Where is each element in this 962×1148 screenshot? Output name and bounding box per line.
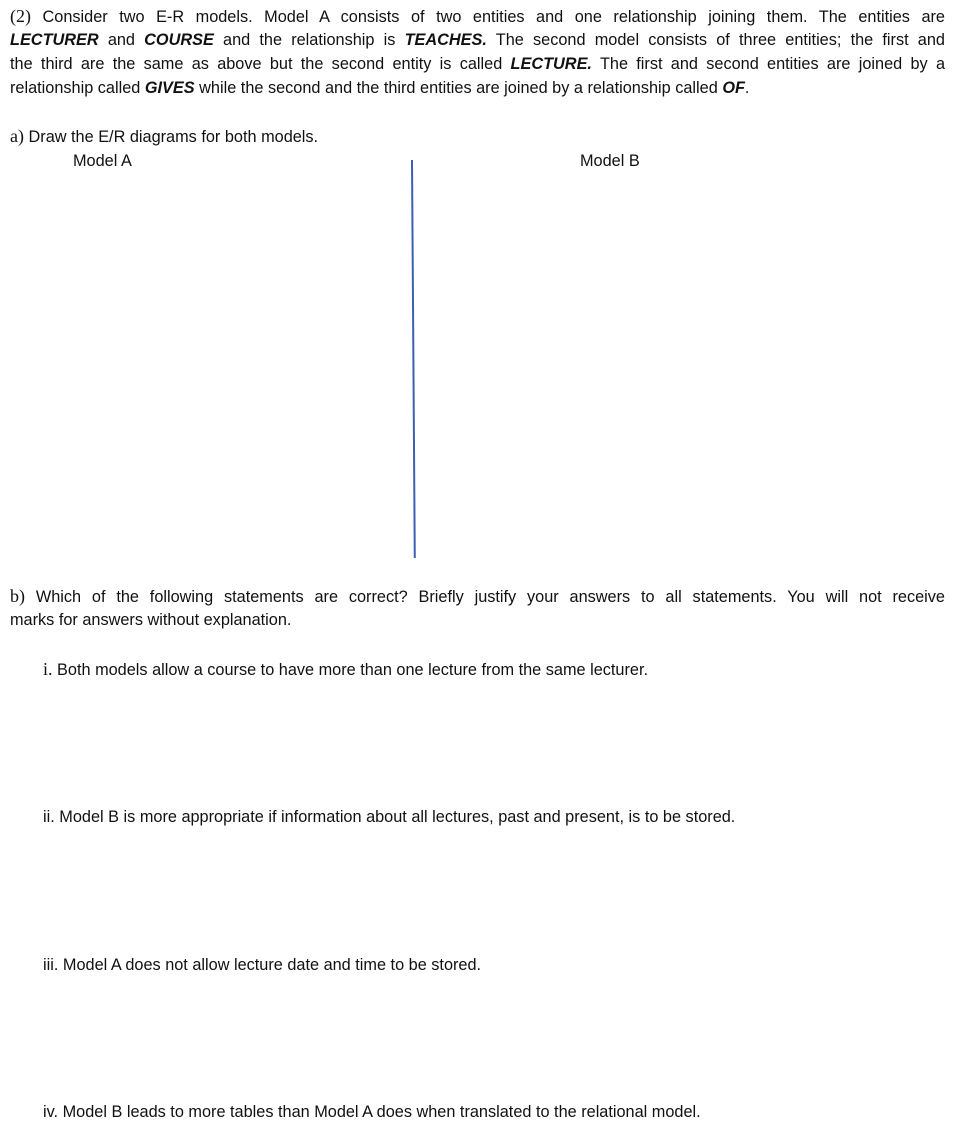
diagram-divider bbox=[411, 160, 416, 558]
statement-i: i. Both models allow a course to have more than one lecture from the same lecturer. bbox=[43, 659, 648, 679]
statement-ii: ii. Model B is more appropriate if information about all lectures, past and present, is to be stored. bbox=[43, 808, 736, 826]
question-line-4: relationship called GIVES while the second and the third entities are joined by a relationship called OF. bbox=[10, 79, 750, 97]
statement-iii: iii. Model A does not allow lecture date and time to be stored. bbox=[43, 956, 482, 974]
part-a-prompt: a) Draw the E/R diagrams for both models. bbox=[10, 126, 319, 146]
question-line-3: the third are the same as above but the second entity is called LECTURE. The first and second entities are joined by a bbox=[10, 55, 946, 73]
question-line-2: LECTURER and COURSE and the relationship is TEACHES. The second model consists of three entities; the first and bbox=[10, 31, 945, 49]
model-b-label: Model B bbox=[580, 152, 640, 170]
part-b-line-1: b) Which of the following statements are correct? Briefly justify your answers to all statements. You will not receive bbox=[10, 586, 945, 606]
part-b-line-2: marks for answers without explanation. bbox=[10, 611, 292, 629]
question-number: (2) bbox=[10, 6, 31, 26]
statement-iv: iv. Model B leads to more tables than Model A does when translated to the relational model. bbox=[43, 1103, 701, 1121]
question-line-1: (2) Consider two E-R models. Model A consists of two entities and one relationship joining them. The entities are bbox=[10, 6, 945, 26]
model-a-label: Model A bbox=[73, 152, 132, 170]
